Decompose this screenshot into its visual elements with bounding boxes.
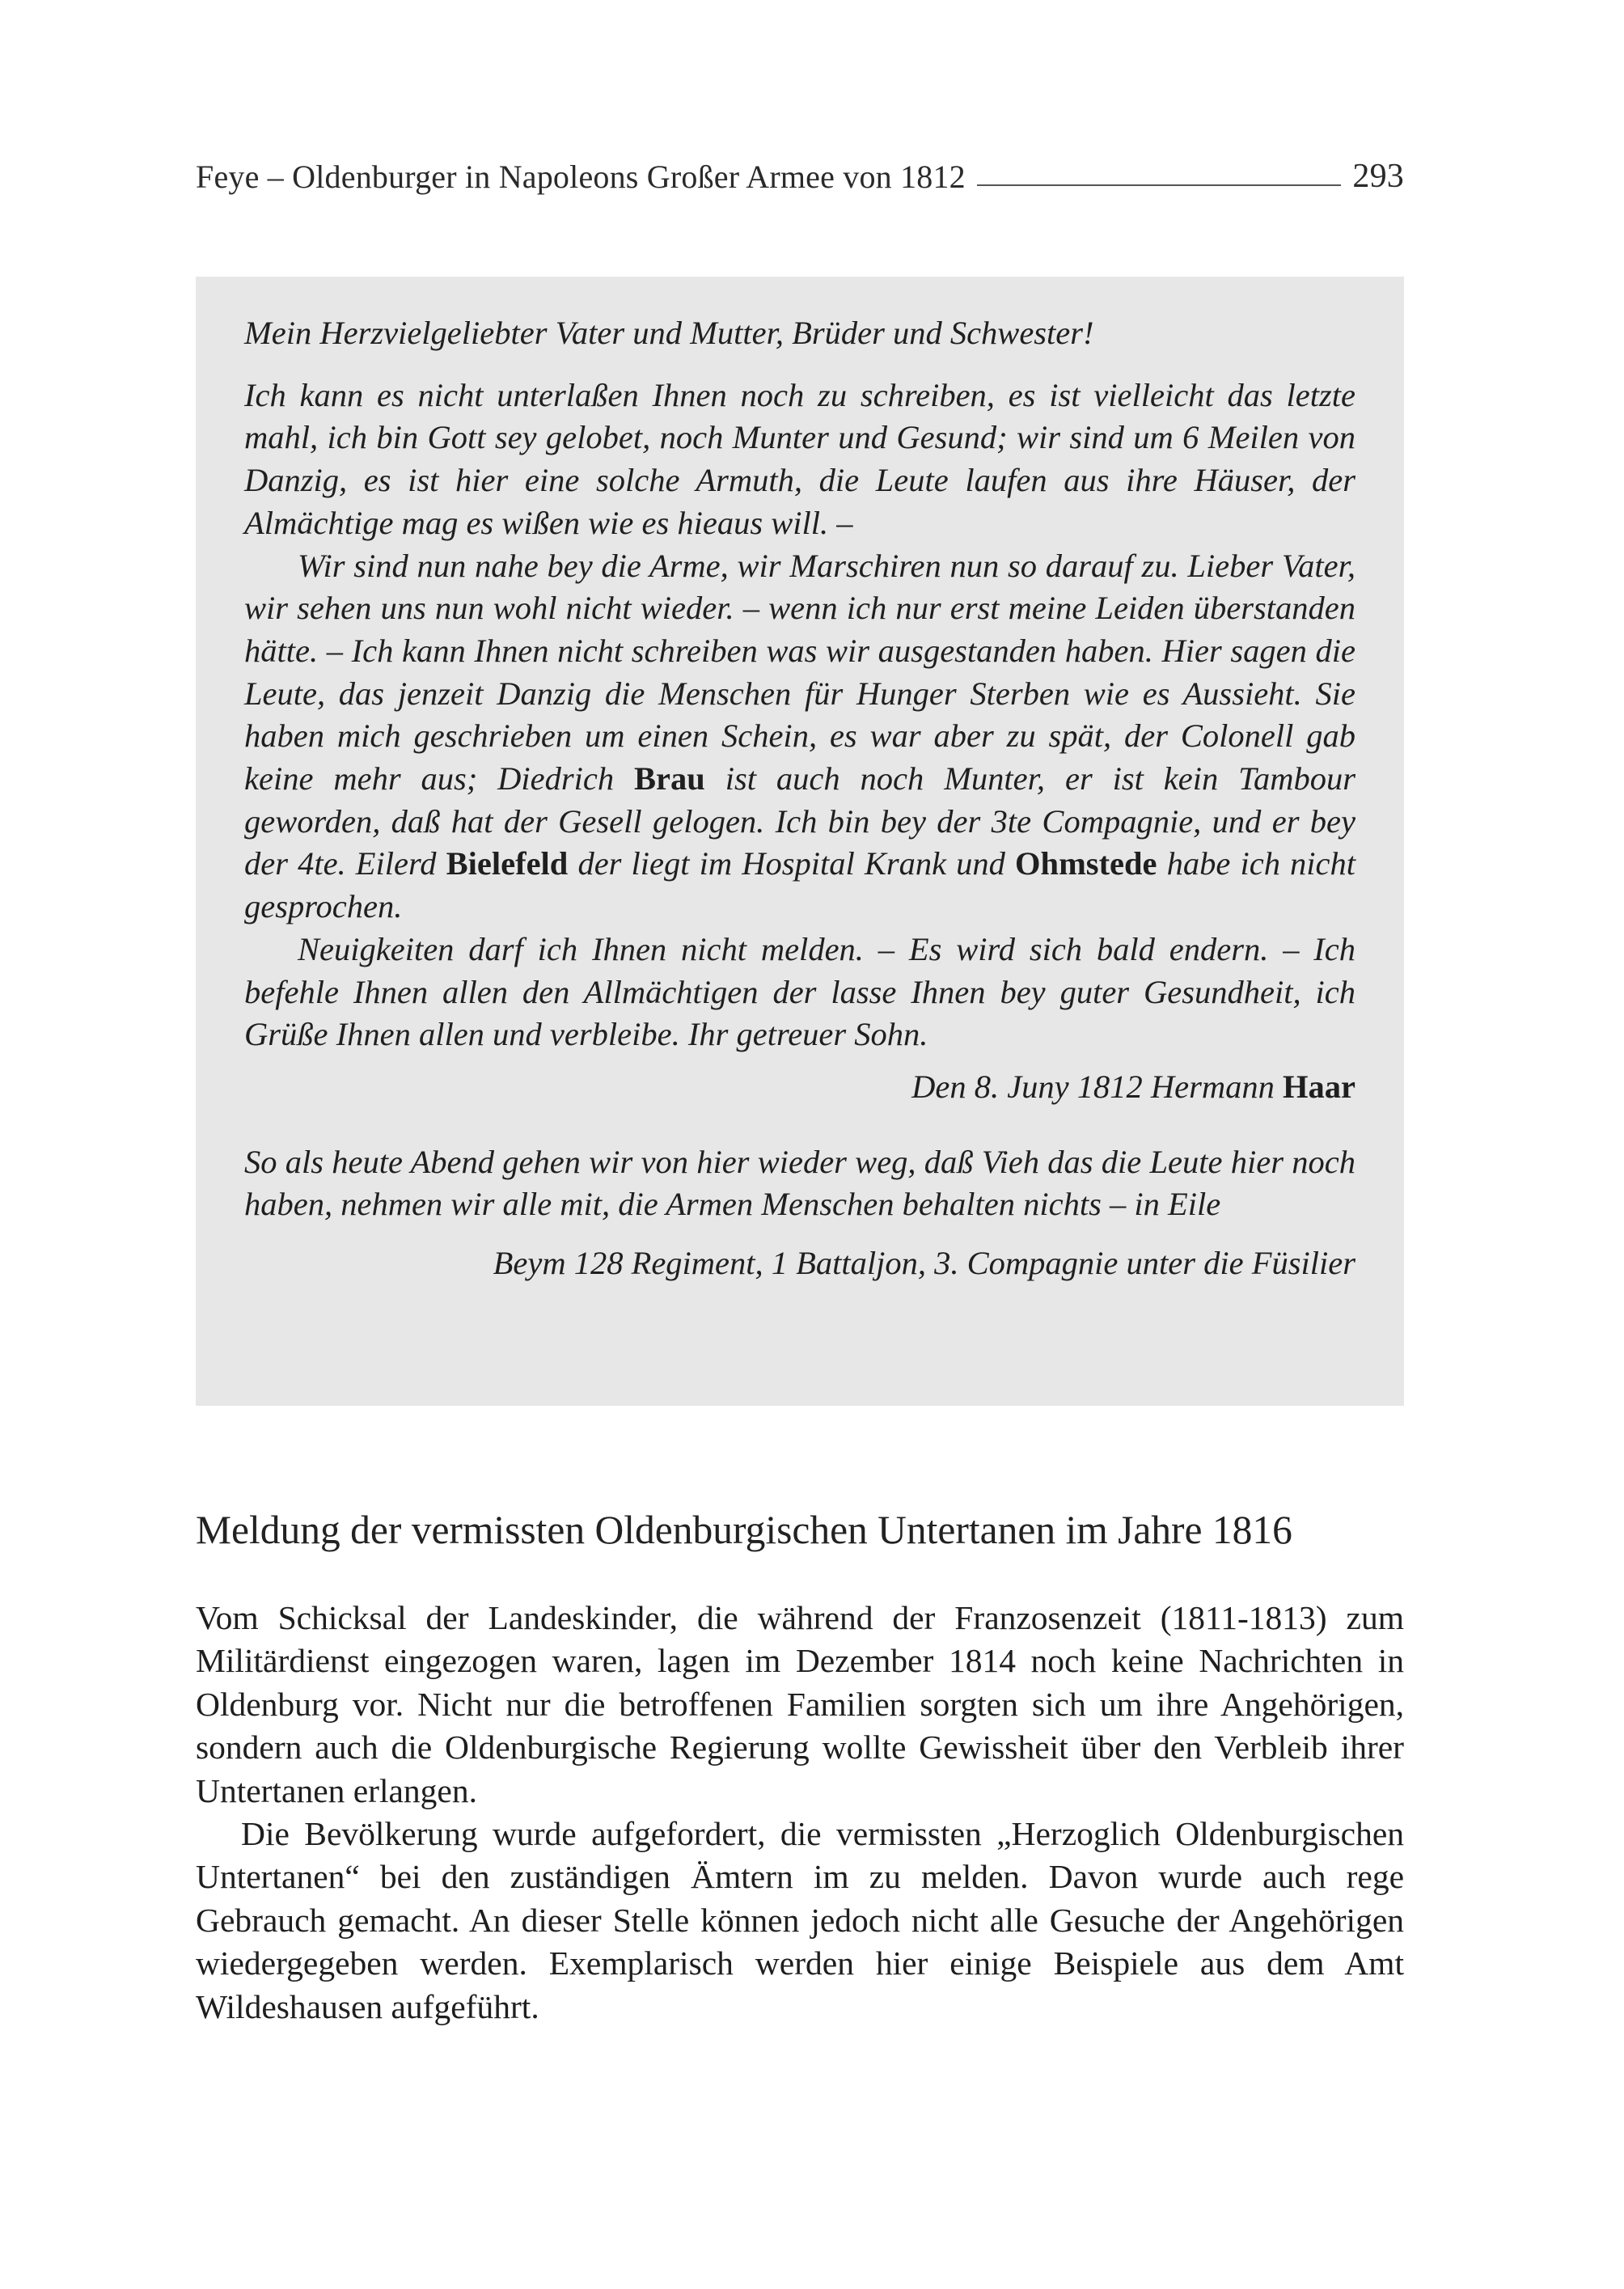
letter-salutation: Mein Herzvielgeliebter Vater und Mutter, Brüder und Schwester! [244,315,1094,351]
letter-paragraph [244,545,1355,929]
signoff-date: Den 8. Juny 1812 Hermann [911,1068,1275,1105]
header-rule [977,184,1342,186]
signoff-surname: Haar [1283,1068,1355,1105]
person-name: Bielefeld [446,845,569,882]
letter-paragraph: Neuigkeiten darf ich Ihnen nicht melden. – Es wird sich bald endern. – Ich befehle Ihnen allen den Allmächtigen der lasse Ihnen bey guter Gesundheit, ich Grüße Ihnen allen und verbleibe. Ihr getreuer Sohn. [244,930,1355,1053]
letter-postscript: So als heute Abend gehen wir von hier wieder weg, daß Vieh das die Leute hier noch haben, nehmen wir alle mit, die Armen Menschen behalten nichts – in Eile [244,1143,1355,1223]
letter-quote-box [196,277,1404,1406]
letter-text: habe ich nicht gesprochen. [244,845,1356,925]
running-title: Feye – Oldenburger in Napoleons Großer Armee von 1812 [196,159,966,195]
body-paragraph: Die Bevölkerung wurde aufgefordert, die vermissten „Herzoglich Oldenburgischen Untertanen“ bei den zuständigen Ämtern im zu melden. Davon wurde auch rege Gebrauch gemacht. An dieser Stelle können jedoch nicht alle Gesuche der Angehörigen wiedergegeben werden. Exemplarisch werden hier einige Beispiele aus dem Amt Wildeshausen aufgeführt. [196,1815,1404,2025]
body-text [196,1597,1404,2029]
running-header [196,154,1404,196]
letter-text: Wir sind nun nahe bey die Arme, wir Marschiren nun so darauf zu. Lieber Vater, wir sehen uns nun wohl nicht wieder. – wenn ich nur erst meine Leiden überstanden hätte. – Ich kann Ihnen nicht schreiben was wir ausgestanden haben. Hier sagen die Leute, das jenzeit Danzig die Menschen für Hunger Sterben wie es Aussieht. Sie haben mich geschrieben um einen Schein, es war aber zu spät, der Colonell gab keine mehr aus; Diedrich [244,547,1355,798]
letter-signoff [244,1066,1355,1109]
letter-paragraph: Ich kann es nicht unterlaßen Ihnen noch zu schreiben, es ist vielleicht das letzte mahl, ich bin Gott sey gelobet, noch Munter und Gesund; wir sind um 6 Meilen von Danzig, es ist hier eine solche Armuth, die Leute laufen aus ihre Häuser, der Almächtige mag es wißen wie es hieaus will. – [244,376,1355,541]
letter-address: Beym 128 Regiment, 1 Battaljon, 3. Compagnie unter die Füsilier [493,1245,1355,1282]
person-name: Brau [634,760,705,798]
section-heading: Meldung der vermissten Oldenburgischen Untertanen im Jahre 1816 [196,1508,1292,1552]
body-paragraph: Vom Schicksal der Landeskinder, die während der Franzosenzeit (1811-1813) zum Militärdienst eingezogen waren, lagen im Dezember 1814 noch keine Nachrichten in Oldenburg vor. Nicht nur die betroffenen Familien sorgten sich um ihre Angehörigen, sondern auch die Oldenburgische Regierung wollte Gewissheit über den Verbleib ihrer Untertanen erlangen. [196,1599,1404,1809]
letter-text: ist auch noch Munter, er ist kein Tambour geworden, daß hat der Gesell gelogen. Ich bin bey der 3te Compagnie, und er bey der 4te. Eilerd [244,760,1355,882]
letter-text: der liegt im Hospital Krank und [577,845,1005,882]
person-name: Ohmstede [1015,845,1157,882]
page-number: 293 [1352,158,1404,195]
